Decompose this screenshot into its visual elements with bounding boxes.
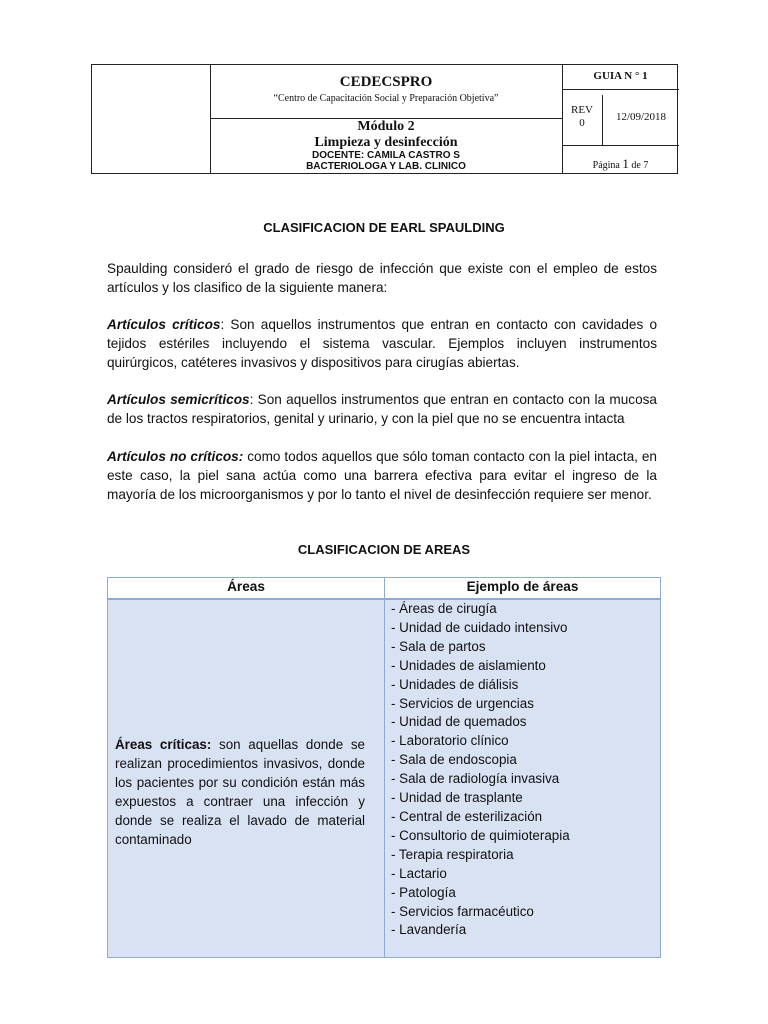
list-item: - Lactario <box>391 865 447 881</box>
guide-number: GUIA N ° 1 <box>593 70 648 82</box>
table-header-examples: Ejemplo de áreas <box>466 579 579 594</box>
page-label: Página <box>592 160 620 171</box>
org-full-name: “Centro de Capacitación Social y Preparación Objetiva” <box>273 93 499 104</box>
page-current: 1 <box>622 156 629 171</box>
header-divider <box>562 145 679 146</box>
noncritical-items-text: como todos aquellos que sólo toman contacto con la piel intacta, en este caso, la piel sana actúa como una barrera efectiva para evitar el ingreso de la mayoría de los microorganismos y por lo tanto el nivel de desinfección requiere ser menor. <box>107 449 657 502</box>
list-item: - Servicios de urgencias <box>391 695 534 711</box>
revision-label: REV <box>571 104 593 116</box>
revision-value: 0 <box>579 117 585 129</box>
critical-areas-description <box>115 735 365 849</box>
critical-items-paragraph <box>107 315 657 372</box>
semicritical-items-paragraph <box>107 390 657 428</box>
area-examples-list <box>391 600 570 940</box>
section-title-areas: CLASIFICACION DE AREAS <box>297 542 471 557</box>
list-item: - Sala de radiología invasiva <box>391 771 560 787</box>
list-item: - Sala de partos <box>391 638 486 654</box>
list-item: - Áreas de cirugía <box>391 601 497 616</box>
list-item: - Laboratorio clínico <box>391 733 509 749</box>
section-title-spaulding: CLASIFICACION DE EARL SPAULDING <box>263 220 505 235</box>
teacher-info <box>210 150 562 172</box>
intro-paragraph: Spaulding consideró el grado de riesgo de infección que existe con el empleo de estos artículos y los clasifico de la siguiente manera: <box>107 261 657 295</box>
semicritical-items-lead: Artículos semicríticos <box>107 392 250 407</box>
teacher-title: BACTERIOLOGA Y LAB. CLINICO <box>306 161 466 172</box>
table-header-areas: Áreas <box>227 579 265 594</box>
critical-areas-lead: Áreas críticas: <box>115 737 212 752</box>
module-title: Módulo 2 <box>357 119 415 134</box>
list-item: - Lavandería <box>391 922 467 938</box>
revision <box>562 104 602 130</box>
areas-table <box>107 577 661 958</box>
critical-areas-text: son aquellas donde se realizan procedimientos invasivos, donde los pacientes por su condición están más expuestos a contraer una infección y donde se realiza el lavado de material contaminado <box>115 737 365 847</box>
list-item: - Unidades de aislamiento <box>391 657 546 673</box>
document-date: 12/09/2018 <box>615 111 667 123</box>
list-item: - Unidad de trasplante <box>391 790 523 806</box>
header-divider <box>562 89 679 90</box>
list-item: - Consultorio de quimioterapia <box>391 827 570 843</box>
list-item: - Patología <box>391 884 456 900</box>
org-name: CEDECSPRO <box>339 74 433 90</box>
table-column-divider <box>384 578 385 957</box>
list-item: - Unidades de diálisis <box>391 676 519 692</box>
list-item: - Unidad de cuidado intensivo <box>391 619 568 635</box>
document-header <box>91 64 678 174</box>
list-item: - Unidad de quemados <box>391 714 527 730</box>
noncritical-items-lead: Artículos no críticos: <box>107 449 244 464</box>
semicritical-items-text: : Son aquellos instrumentos que entran en contacto con la mucosa de los tractos respiratorios, genital y urinario, y con la piel que no se encuentra intacta <box>107 392 657 426</box>
page-indicator <box>562 156 679 172</box>
noncritical-items-paragraph <box>107 447 657 504</box>
teacher-name: DOCENTE: CAMILA CASTRO S <box>312 150 460 161</box>
list-item: - Sala de endoscopia <box>391 752 517 768</box>
list-item: - Central de esterilización <box>391 808 543 824</box>
critical-items-text: : Son aquellos instrumentos que entran en contacto con cavidades o tejidos estériles incluyendo el sistema vascular. Ejemplos incluyen instrumentos quirúrgicos, catéteres invasivos y dispositivos para cirugías abiertas. <box>107 317 657 370</box>
critical-items-lead: Artículos críticos <box>107 317 221 332</box>
list-item: - Terapia respiratoria <box>391 846 514 862</box>
subject-title: Limpieza y desinfección <box>314 135 458 150</box>
page-total: de 7 <box>631 160 649 171</box>
list-item: - Servicios farmacéutico <box>391 903 534 919</box>
